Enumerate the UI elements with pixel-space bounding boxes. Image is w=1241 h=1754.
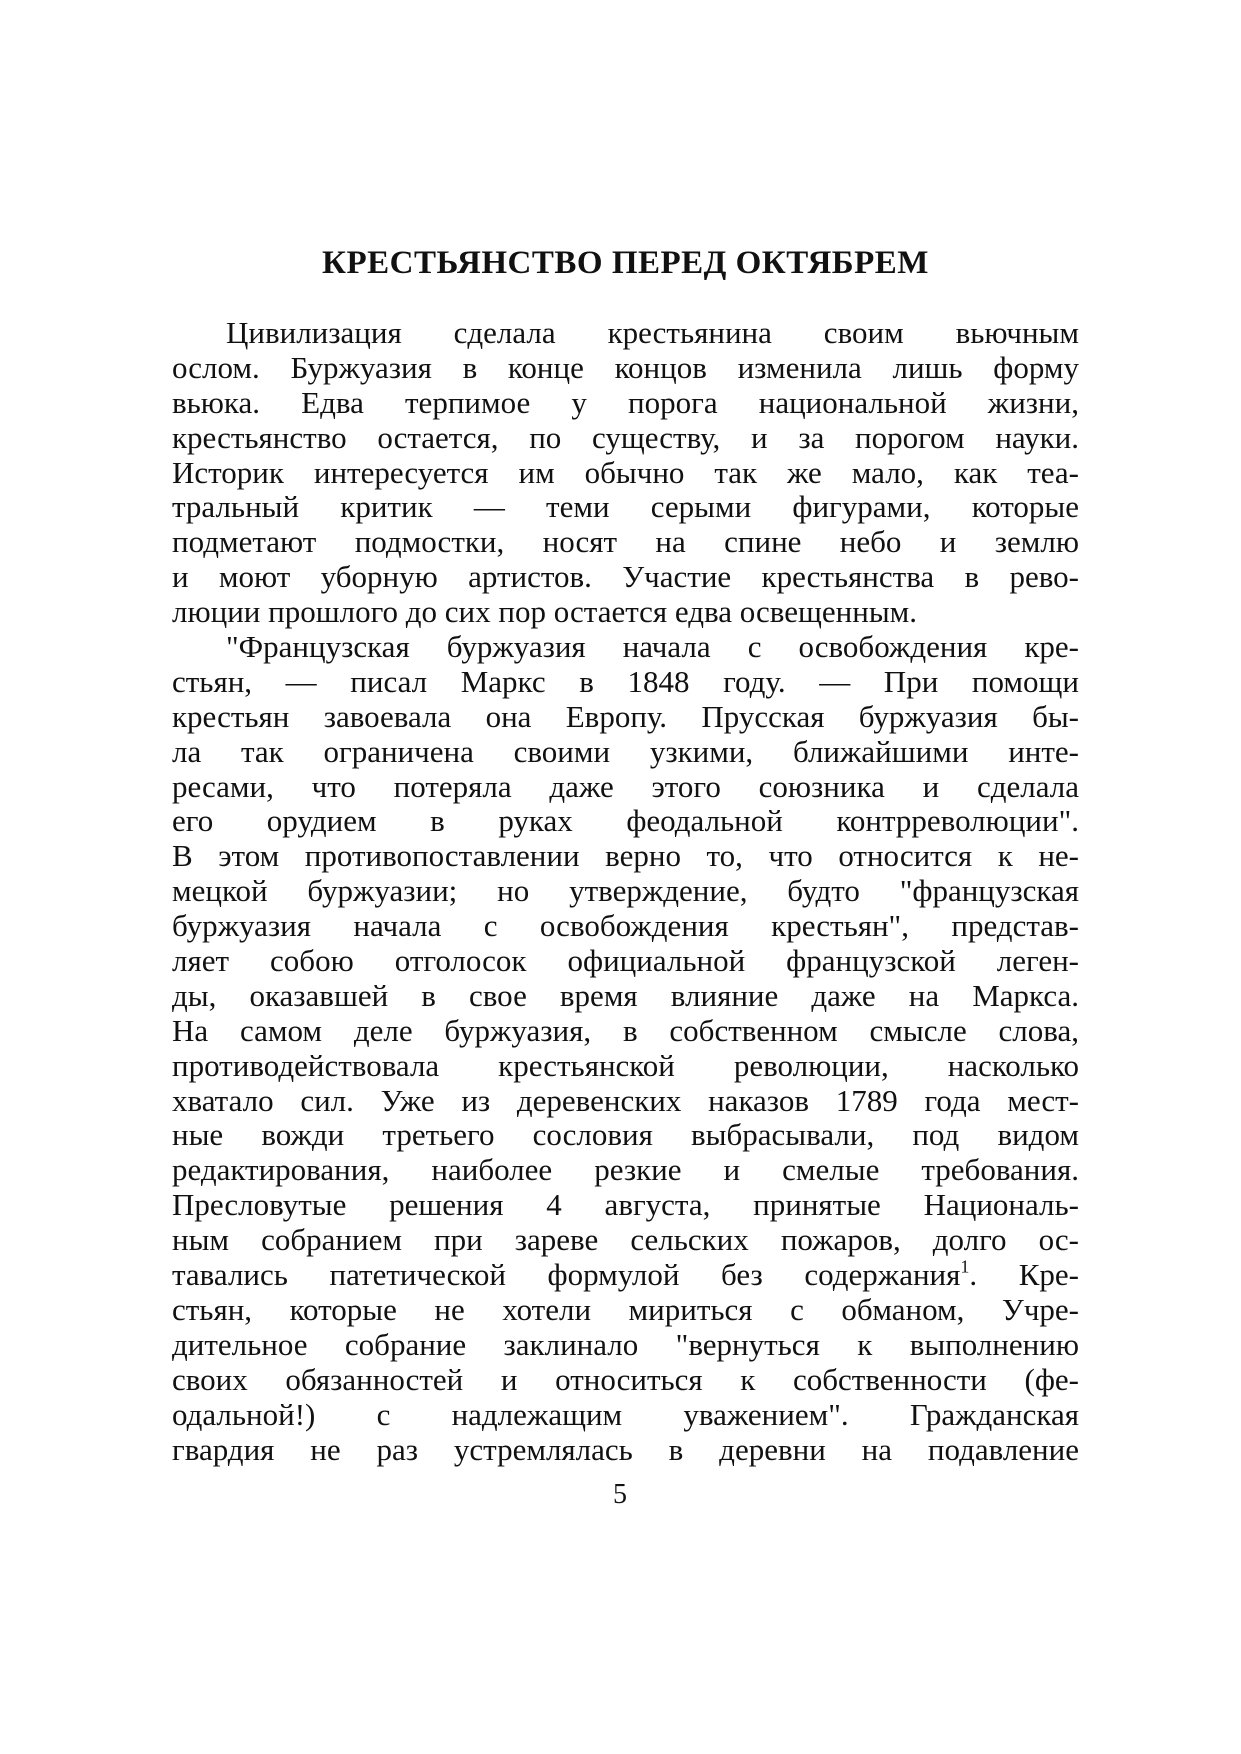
body-text [172, 316, 1079, 1467]
text-line: буржуазия начала с освобождения крестьян", представ- [172, 908, 1079, 944]
text-line: и моют уборную артистов. Участие крестьянства в рево- [172, 559, 1079, 595]
text-line: тральный критик — теми серыми фигурами, которые [172, 489, 1079, 525]
text-line: ресами, что потеряла даже этого союзника и сделала [172, 768, 1079, 804]
text-line: стьян, которые не хотели мириться с обманом, Учре- [172, 1291, 1079, 1327]
text-line: своих обязанностей и относиться к собственности (фе- [172, 1361, 1079, 1397]
text-line: Историк интересуется им обычно так же мало, как теа- [172, 454, 1079, 490]
text-line: люции прошлого до сих пор остается едва освещенным. [172, 594, 918, 630]
text-line: ные вожди третьего сословия выбрасывали, под видом [172, 1117, 1079, 1153]
text-line: ным собранием при зареве сельских пожаров, долго ос- [172, 1222, 1079, 1258]
text-line-tail: . Кре- [969, 1257, 1080, 1293]
text-line: крестьян завоевала она Европу. Прусская буржуазия бы- [172, 698, 1079, 734]
footnote-reference: 1 [960, 1256, 970, 1277]
text-line: ла так ограничена своими узкими, ближайшими инте- [172, 733, 1079, 769]
text-line: стьян, — писал Маркс в 1848 году. — При помощи [172, 663, 1079, 699]
text-line-with-footnote [172, 1258, 1079, 1293]
text-line: его орудием в руках феодальной контрреволюции". [172, 803, 1079, 839]
text-line: крестьянство остается, по существу, и за порогом науки. [172, 419, 1079, 455]
page-title: КРЕСТЬЯНСТВО ПЕРЕД ОКТЯБРЕМ [322, 245, 929, 281]
text-line: мецкой буржуазии; но утверждение, будто "французская [172, 873, 1079, 909]
text-line: Цивилизация сделала крестьянина своим вьючным [226, 315, 1079, 350]
text-line: одальной!) с надлежащим уважением". Гражданская [172, 1396, 1079, 1432]
text-line: хватало сил. Уже из деревенских наказов 1789 года мест- [172, 1082, 1079, 1118]
text-line: ослом. Буржуазия в конце концов изменила лишь форму [172, 349, 1079, 385]
text-line: "Французская буржуазия начала с освобождения кре- [226, 629, 1079, 665]
text-line: На самом деле буржуазия, в собственном смысле слова, [172, 1012, 1079, 1048]
text-line-main: тавались патетической формулой без содержания [172, 1257, 961, 1293]
text-line: противодействовала крестьянской революции, насколько [172, 1047, 1079, 1083]
text-line: редактирования, наиболее резкие и смелые требования. [172, 1152, 1079, 1188]
text-line: подметают подмостки, носят на спине небо и землю [172, 524, 1079, 560]
text-line: гвардия не раз устремлялась в деревни на подавление [172, 1431, 1079, 1467]
text-line: вьюка. Едва терпимое у порога национальной жизни, [172, 384, 1079, 420]
text-line: В этом противопоставлении верно то, что относится к не- [172, 838, 1079, 874]
page-number: 5 [613, 1479, 627, 1510]
text-line: Пресловутые решения 4 августа, принятые Националь- [172, 1187, 1079, 1223]
text-line: дительное собрание заклинало "вернуться к выполнению [172, 1326, 1079, 1362]
text-line: ляет собою отголосок официальной французской леген- [172, 943, 1079, 979]
text-line: ды, оказавшей в свое время влияние даже на Маркса. [172, 977, 1079, 1013]
